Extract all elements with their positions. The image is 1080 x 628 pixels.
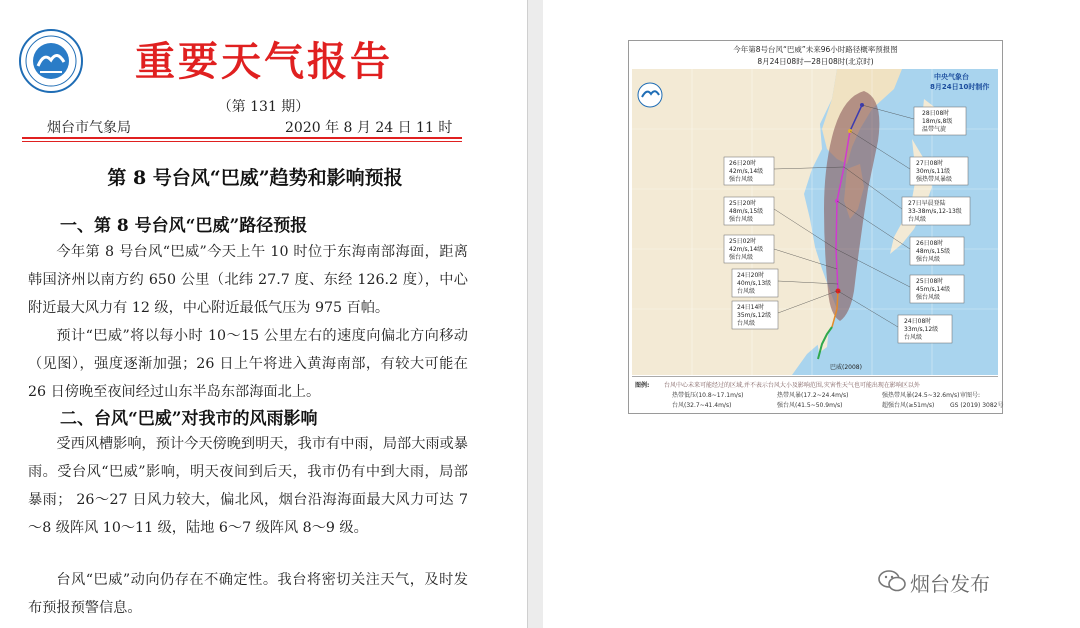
svg-text:强台风级: 强台风级 <box>729 216 754 223</box>
legend-note: 台风中心未来可能经过的区域,并不表示台风大小及影响范围,灾害性天气也可能出现在影响区以外 <box>664 382 920 389</box>
svg-text:强热带风暴级: 强热带风暴级 <box>916 176 953 183</box>
svg-text:强台风级: 强台风级 <box>916 294 941 301</box>
typhoon-name-label: 巴威(2008) <box>830 364 862 371</box>
legend-item-sty: 强台风(41.5~50.9m/s) <box>777 402 843 409</box>
svg-text:33-38m/s,12-13级: 33-38m/s,12-13级 <box>908 208 962 215</box>
weather-bureau-seal-icon <box>18 28 84 94</box>
map-made-time: 8月24日10时制作 <box>930 83 990 91</box>
map-legend <box>632 376 1004 410</box>
issue-number: （第 131 期） <box>217 99 310 115</box>
map-page <box>543 0 1080 628</box>
svg-text:48m/s,15级: 48m/s,15级 <box>916 248 951 255</box>
document-title: 第 8 号台风“巴威”趋势和影响预报 <box>107 167 403 189</box>
svg-text:25日02时: 25日02时 <box>729 238 757 245</box>
legend-item-sts: 强热带风暴(24.5~32.6m/s) <box>882 392 960 399</box>
map-title: 今年第8号台风“巴威”未来96小时路径概率预报图 <box>733 45 898 54</box>
wechat-icon <box>878 569 906 593</box>
svg-text:26日20时: 26日20时 <box>729 160 757 167</box>
svg-text:18m/s,8级: 18m/s,8级 <box>922 118 953 125</box>
svg-text:28日08时: 28日08时 <box>922 110 950 117</box>
red-divider-thin <box>22 141 462 142</box>
legend-review-no: GS (2019) 3082号 <box>950 402 1004 409</box>
issuing-agency: 烟台市气象局 <box>47 120 131 136</box>
svg-text:25日20时: 25日20时 <box>729 200 757 207</box>
svg-text:25日08时: 25日08时 <box>916 278 944 285</box>
legend-item-super: 超强台风(≥51m/s) <box>882 402 935 409</box>
svg-text:强台风级: 强台风级 <box>916 256 941 263</box>
svg-text:48m/s,15级: 48m/s,15级 <box>729 208 764 215</box>
section-heading-track: 一、第 8 号台风“巴威”路径预报 <box>60 216 308 236</box>
svg-text:42m/s,14级: 42m/s,14级 <box>729 168 764 175</box>
svg-text:24日20时: 24日20时 <box>737 272 765 279</box>
svg-text:27日08时: 27日08时 <box>916 160 944 167</box>
svg-text:台风级: 台风级 <box>737 288 756 295</box>
map-canvas <box>632 69 998 375</box>
svg-text:27日早晨登陆: 27日早晨登陆 <box>908 200 946 207</box>
svg-text:温带气旋: 温带气旋 <box>922 126 947 133</box>
legend-item-ty: 台风(32.7~41.4m/s) <box>672 402 732 409</box>
legend-item-td: 热带低压(10.8~17.1m/s) <box>672 392 744 399</box>
svg-text:台风级: 台风级 <box>908 216 927 223</box>
legend-title: 图例: <box>635 382 650 389</box>
red-divider <box>22 137 462 139</box>
svg-text:42m/s,14级: 42m/s,14级 <box>729 246 764 253</box>
svg-text:26日08时: 26日08时 <box>916 240 944 247</box>
svg-text:33m/s,12级: 33m/s,12级 <box>904 326 939 333</box>
paragraph-wind-rain: 受西风槽影响，预计今天傍晚到明天，我市有中雨，局部大雨或暴雨。受台风“巴威”影响，明天夜间到后天，我市仍有中到大雨，局部暴雨； 26～27 日风力较大，偏北风，烟台沿海海面最大风力可达 7～8 级阵风 10～11 级，陆地 6～7 级阵风 8～9 级。 <box>28 436 468 536</box>
map-subtitle: 8月24日08时—28日08时(北京时) <box>757 57 874 66</box>
paragraph-uncertainty: 台风“巴威”动向仍存在不确定性。我台将密切关注天气，及时发布预报预警信息。 <box>28 572 468 616</box>
cma-logo-icon <box>638 83 662 107</box>
svg-text:35m/s,12级: 35m/s,12级 <box>737 312 772 319</box>
svg-text:台风级: 台风级 <box>737 320 756 327</box>
map-agency: 中央气象台 <box>934 73 969 81</box>
issue-date: 2020 年 8 月 24 日 11 时 <box>285 120 453 136</box>
watermark-text: 烟台发布 <box>910 572 990 596</box>
paragraph-forecast: 预计“巴威”将以每小时 10～15 公里左右的速度向偏北方向移动（见图），强度逐渐加强；26 日上午将进入黄海南部，有较大可能在 26 日傍晚至夜间经过山东半岛东部海面北上。 <box>28 328 468 400</box>
legend-item-ts: 热带风暴(17.2~24.4m/s) <box>777 392 849 399</box>
svg-text:强台风级: 强台风级 <box>729 254 754 261</box>
section-heading-impact: 二、台风“巴威”对我市的风雨影响 <box>60 409 318 429</box>
report-main-title: 重要天气报告 <box>135 38 393 85</box>
document-page <box>0 0 528 628</box>
svg-text:30m/s,11级: 30m/s,11级 <box>916 168 951 175</box>
legend-review: 审图号: <box>960 392 981 399</box>
svg-text:24日08时: 24日08时 <box>904 318 932 325</box>
svg-text:45m/s,14级: 45m/s,14级 <box>916 286 951 293</box>
svg-text:24日14时: 24日14时 <box>737 304 765 311</box>
svg-text:强台风级: 强台风级 <box>729 176 754 183</box>
svg-text:台风级: 台风级 <box>904 334 923 341</box>
typhoon-track-map <box>628 40 1003 414</box>
svg-text:40m/s,13级: 40m/s,13级 <box>737 280 772 287</box>
paragraph-position: 今年第 8 号台风“巴威”今天上午 10 时位于东海南部海面，距离韩国济州以南方约 650 公里（北纬 27.7 度、东经 126.2 度），中心附近最大风力有 12 级，中心附近最低气压为 975 百帕。 <box>28 244 468 316</box>
